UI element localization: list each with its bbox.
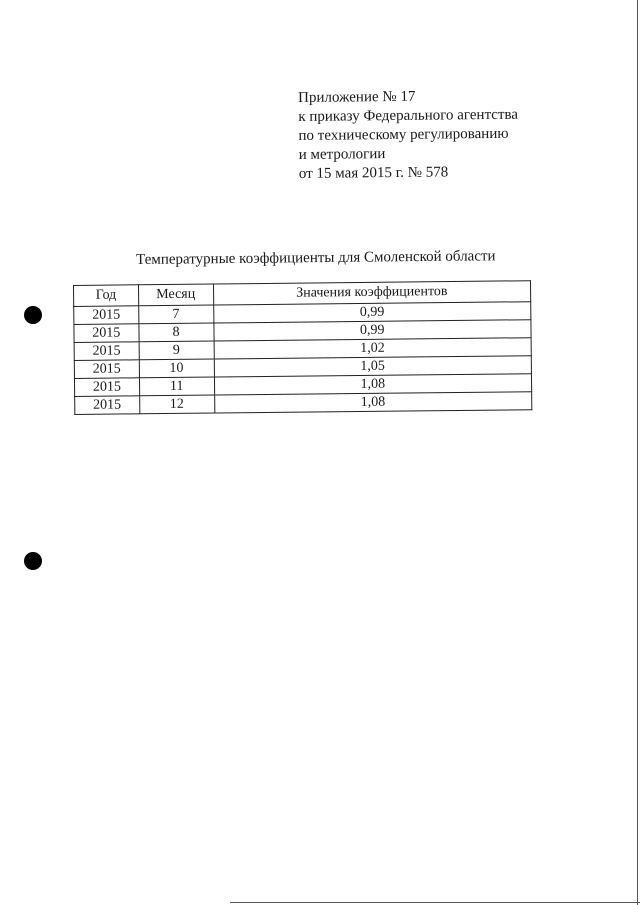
appendix-order-line-2: по техническому регулированию	[298, 125, 509, 144]
appendix-order-line-1: к приказу Федерального агентства	[298, 106, 519, 125]
appendix-order-line-3: и метрологии	[298, 146, 386, 163]
cell-year: 2015	[74, 360, 139, 379]
cell-month: 10	[139, 359, 214, 378]
table-row	[75, 392, 532, 415]
appendix-number: Приложение № 17	[298, 88, 416, 106]
cell-month: 11	[139, 377, 214, 396]
punch-hole-bottom	[24, 552, 42, 570]
page-edge-bottom	[230, 902, 640, 903]
cell-value: 1,05	[214, 356, 532, 377]
appendix-header	[298, 87, 519, 184]
page-edge-right	[637, 0, 638, 905]
coefficients-table	[73, 280, 532, 415]
cell-year: 2015	[74, 324, 139, 343]
cell-value: 0,99	[213, 320, 531, 341]
column-header-month: Месяц	[138, 284, 213, 306]
cell-month: 12	[139, 395, 214, 414]
cell-value: 0,99	[213, 302, 531, 323]
cell-month: 7	[138, 305, 213, 324]
cell-value: 1,02	[214, 338, 532, 359]
column-header-year: Год	[74, 285, 139, 307]
cell-month: 9	[139, 341, 214, 360]
cell-year: 2015	[74, 342, 139, 361]
punch-hole-top	[24, 306, 42, 324]
document-title: Температурные коэффициенты для Смоленской области	[136, 248, 496, 268]
cell-value: 1,08	[214, 392, 532, 413]
cell-year: 2015	[74, 378, 139, 397]
appendix-order-date: от 15 мая 2015 г. № 578	[298, 164, 449, 182]
column-header-value: Значения коэффициентов	[213, 281, 531, 305]
cell-year: 2015	[74, 306, 139, 325]
cell-value: 1,08	[214, 374, 532, 395]
cell-month: 8	[139, 323, 214, 342]
cell-year: 2015	[75, 396, 140, 415]
